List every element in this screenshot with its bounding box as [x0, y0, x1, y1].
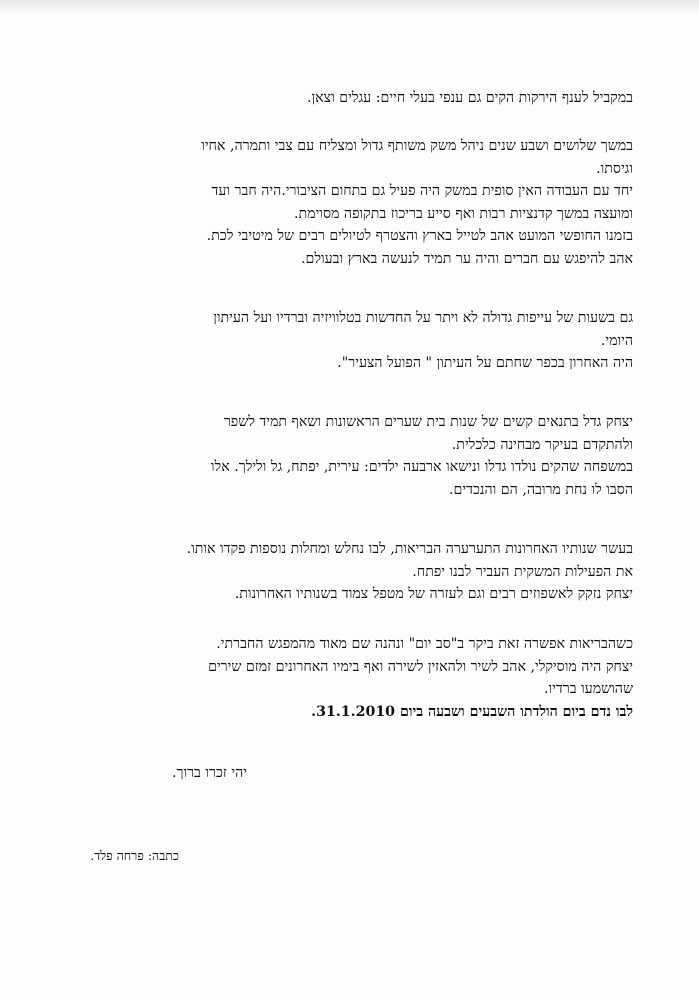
paragraph-family	[113, 411, 633, 501]
text-line: היומי.	[600, 332, 633, 349]
text-line: יצחק גדל בתנאים קשים של שנות בית שערים הראשונות ושאף תמיד לשפר	[223, 414, 633, 430]
text-line: הסבו לו נחת מרובה, הם והנכדים.	[449, 481, 633, 498]
closing-line: יהי זכרו ברוך.	[171, 765, 247, 781]
paragraph-farm-and-community	[113, 135, 633, 271]
text-line: וגיסתו.	[596, 160, 633, 177]
text-line: אהב להיפגש עם חברים והיה ער תמיד לנעשה בארץ ובעולם.	[300, 250, 633, 267]
text-line: במשך שלושים ושבע שנים ניהל משק משותף גדול ומצליח עם צבי ותמרה, אחיו	[201, 138, 633, 154]
paragraph-health	[113, 538, 633, 606]
text-line: ולהתקדם בעיקר מבחינה כלכלית.	[451, 436, 633, 453]
text-line: במקביל לענף הירקות הקים גם ענפי בעלי חיים: עגלים וצאן.	[307, 90, 633, 106]
text-line: את הפעילות המשקית העביר לבנו יפתח.	[412, 563, 633, 580]
author-signature: כתבה: פרחה פלד.	[90, 848, 179, 863]
text-line: היה האחרון בכפר שחתם על העיתון " הפועל הצעיר".	[337, 355, 633, 372]
paragraph-livestock	[113, 87, 633, 110]
text-line: שהושמעו ברדיו.	[544, 681, 633, 698]
text-line: ומועצה במשך קדנציות רבות ואף סייע בריכוז בתקופה מסוימת.	[294, 205, 633, 222]
paragraph-final-years	[113, 633, 633, 723]
scan-edge-shadow	[0, 0, 699, 14]
text-line: בעשר שנותיו האחרונות התערערה הבריאות, לבו נחלש ומחלות נוספות פקדו אותו.	[186, 541, 633, 557]
text-line-date: לבו נדם ביום הולדתו השבעים ושבעה ביום 31.1.2010.	[311, 703, 633, 720]
text-line: יצחק נזקק לאשפוזים רבים וגם לעזרה של מטפל צמוד בשנותיו האחרונות.	[234, 586, 633, 603]
text-line: יצחק היה מוסיקלי, אהב לשיר ולהאזין לשירה ואף בימיו האחרונים זמזם שירים	[208, 658, 633, 675]
text-line: יחד עם העבודה האין סופית במשק היה פעיל גם בתחום הציבורי.היה חבר ועד	[211, 183, 633, 200]
paragraph-news	[113, 307, 633, 375]
text-line: כשהבריאות אפשרה זאת ביקר ב"סב יום" ונהנה שם מאוד מהמפגש החברתי.	[216, 636, 633, 652]
text-line: במשפחה שהקים נולדו גדלו ונישאו ארבעה ילדים: עירית, יפתח, גל ולילך. אלו	[210, 459, 633, 476]
text-line: בזמנו החופשי המועט אהב לטייל בארץ והצטרף לטיולים רבים של מיטיבי לכת.	[206, 228, 633, 245]
text-line: גם בשעות של עייפות גדולה לא ויתר על החדשות בטלוויזיה וברדיו ועל העיתון	[213, 310, 633, 326]
